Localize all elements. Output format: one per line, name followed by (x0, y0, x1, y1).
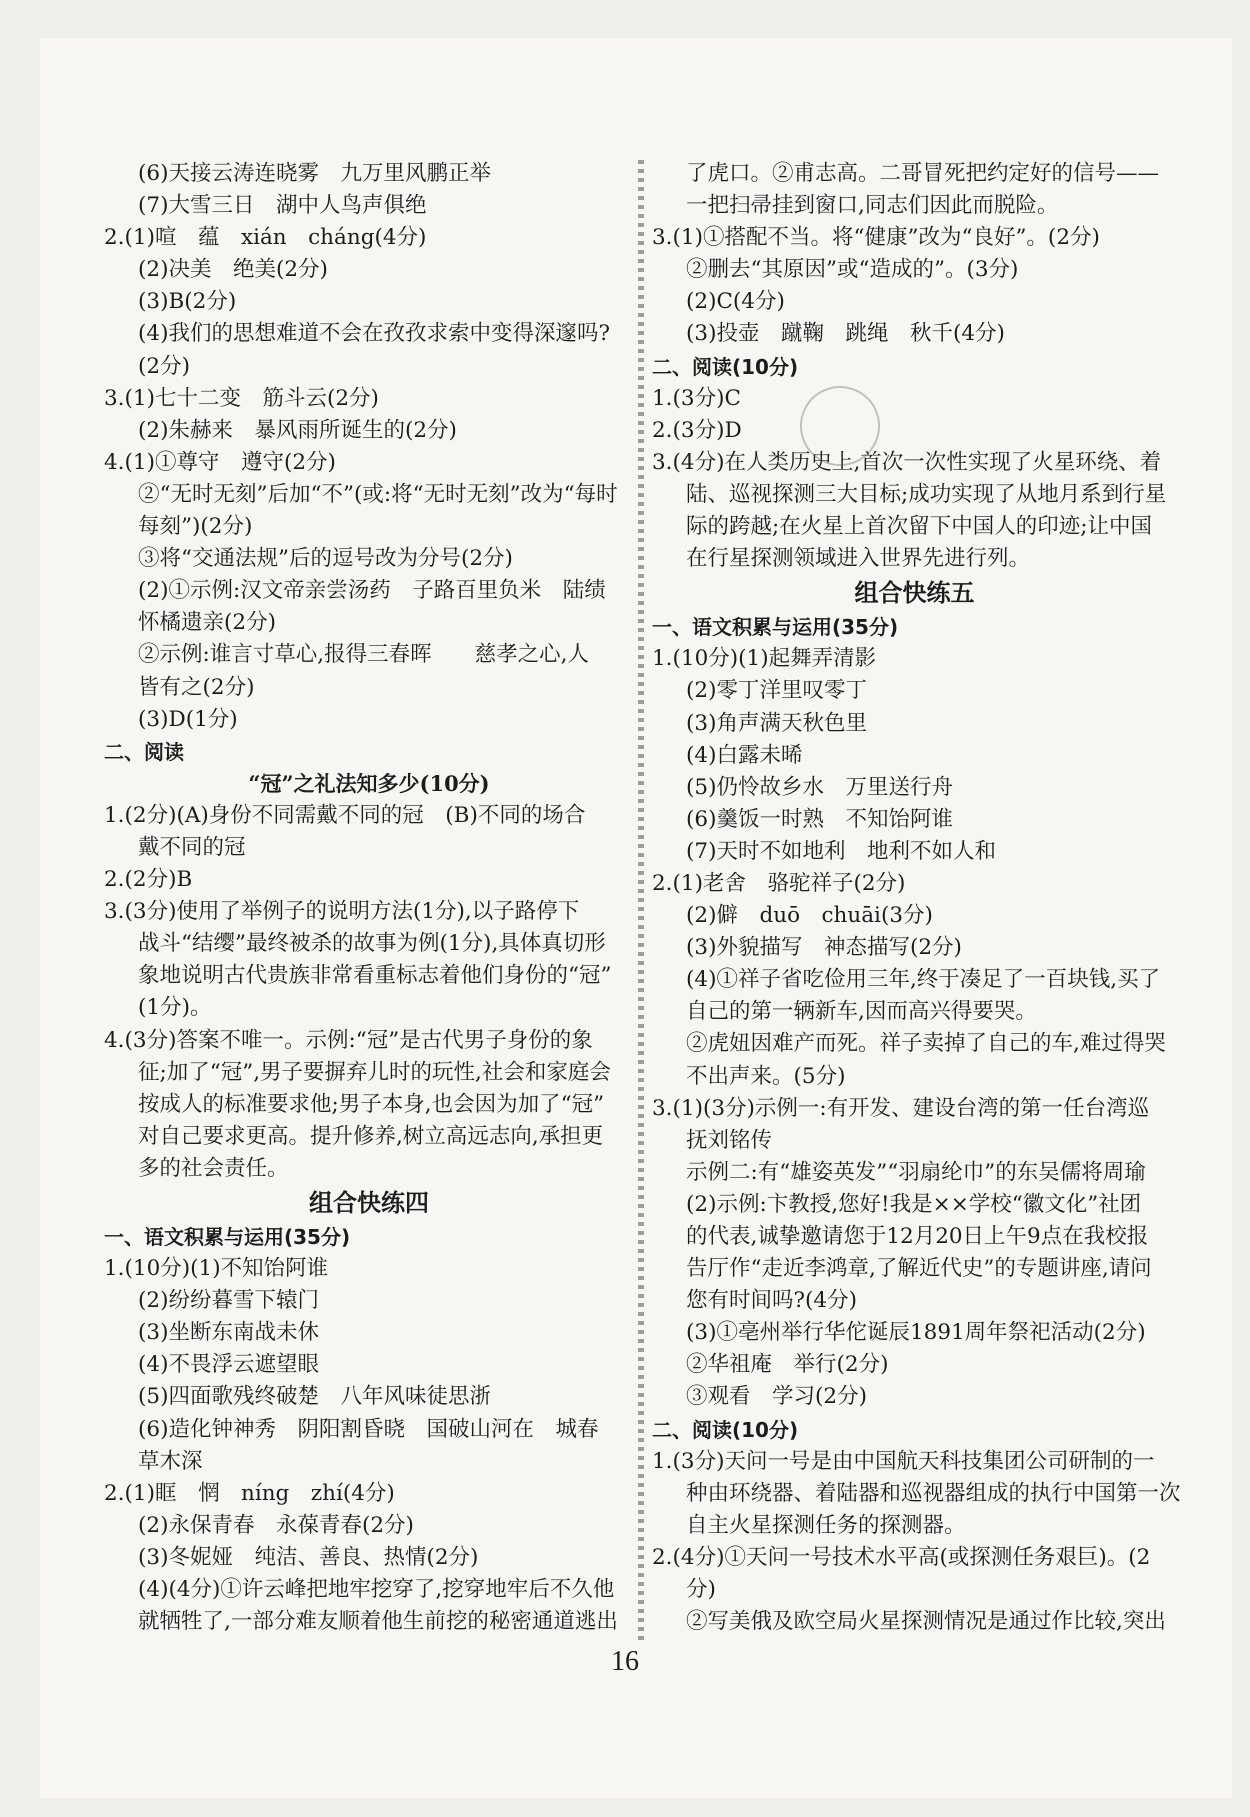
right-answer-line: 际的跨越;在火星上首次留下中国人的印迹;让中国 (686, 514, 1152, 540)
left-answer-line: 怀橘遗亲(2分) (138, 610, 276, 636)
right-answer-line: (2)C(4分) (686, 289, 785, 315)
right-answer-line: (6)羹饭一时熟 不知饴阿谁 (686, 806, 953, 832)
right-answer-line: 在行星探测领域进入世界先进行列。 (686, 546, 1031, 572)
right-answer-line: (3)投壶 蹴鞠 跳绳 秋千(4分) (686, 321, 1005, 347)
right-answer-line: (7)天时不如地利 地利不如人和 (686, 838, 996, 864)
right-answer-line: (3)角声满天秋色里 (686, 710, 867, 736)
left-answer-line: (4)我们的思想难道不会在孜孜求索中变得深邃吗? (138, 321, 610, 347)
left-answer-line: (2)①示例:汉文帝亲尝汤药 子路百里负米 陆绩 (138, 578, 606, 604)
left-column (104, 158, 634, 1638)
left-answer-line: (2)决美 绝美(2分) (138, 257, 328, 283)
right-answer-line: 的代表,诚挚邀请您于12月20日上午9点在我校报 (686, 1224, 1149, 1249)
left-answer-line: (2)纷纷暮雪下辕门 (138, 1288, 319, 1314)
left-answer-line: 2.(1)喧 蕴 xián cháng(4分) (104, 225, 427, 251)
left-answer-line: (7)大雪三日 湖中人鸟声俱绝 (138, 193, 427, 219)
left-answer-line: 按成人的标准要求他;男子本身,也会因为加了“冠” (138, 1091, 605, 1117)
left-answer-line: 2.(2分)B (104, 867, 193, 893)
right-answer-line: 不出声来。(5分) (686, 1063, 846, 1089)
right-answer-line: 2.(3分)D (652, 417, 742, 443)
right-answer-line: (4)白露未晞 (686, 742, 803, 768)
right-answer-line: (4)①祥子省吃俭用三年,终于凑足了一百块钱,买了 (686, 967, 1161, 993)
right-answer-line: 示例二:有“雄姿英发”“羽扇纶巾”的东吴儒将周瑜 (686, 1159, 1146, 1185)
right-answer-line: 抚刘铭传 (686, 1127, 773, 1153)
left-answer-line: 征;加了“冠”,男子要摒弃儿时的玩性,社会和家庭会 (138, 1059, 611, 1085)
right-answer-line: (2)示例:卞教授,您好!我是××学校“徽文化”社团 (686, 1191, 1142, 1217)
right-answer-line: 3.(4分)在人类历史上,首次一次性实现了火星环绕、着 (652, 449, 1162, 475)
left-answer-line: (3)坐断东南战未休 (138, 1320, 319, 1346)
right-answer-line: ②华祖庵 举行(2分) (686, 1352, 889, 1378)
left-answer-line: 3.(3分)使用了举例子的说明方法(1分),以子路停下 (104, 899, 580, 925)
left-answer-line: (4)不畏浮云遮望眼 (138, 1352, 319, 1378)
left-answer-line: 2.(1)眶 惘 níng zhí(4分) (104, 1480, 395, 1506)
left-answer-line: 皆有之(2分) (138, 674, 255, 700)
right-answer-line: 3.(1)①搭配不当。将“健康”改为“良好”。(2分) (652, 225, 1100, 251)
right-answer-line: 自主火星探测任务的探测器。 (686, 1512, 966, 1538)
right-answer-line: 种由环绕器、着陆器和巡视器组成的执行中国第一次 (686, 1480, 1181, 1506)
left-answer-line: 就牺牲了,一部分难友顺着他生前挖的秘密通道逃出 (138, 1609, 618, 1635)
right-answer-line: 您有时间吗?(4分) (686, 1288, 857, 1314)
right-answer-line: 自己的第一辆新车,因而高兴得要哭。 (686, 999, 1037, 1025)
right-answer-line: (2)僻 duō chuāi(3分) (686, 903, 933, 929)
right-answer-line: 二、阅读(10分) (652, 1417, 799, 1442)
left-answer-line: (3)D(1分) (138, 706, 238, 732)
right-answer-line: 一把扫帚挂到窗口,同志们因此而脱险。 (686, 193, 1059, 219)
right-answer-line: ③观看 学习(2分) (686, 1384, 867, 1410)
left-answer-line: (2)朱赫来 暴风雨所诞生的(2分) (138, 417, 457, 443)
left-answer-line: ②示例:谁言寸草心,报得三春晖 慈孝之心,人 (138, 642, 589, 668)
left-answer-line: (3)B(2分) (138, 289, 237, 315)
right-answer-line: (3)①亳州举行华佗诞辰1891周年祭祀活动(2分) (686, 1320, 1146, 1346)
left-answer-line: ②“无时无刻”后加“不”(或:将“无时无刻”改为“每时 (138, 481, 618, 507)
column-divider (638, 160, 644, 1640)
right-answer-line: 一、语文积累与运用(35分) (652, 615, 899, 640)
left-answer-line: 1.(2分)(A)身份不同需戴不同的冠 (B)不同的场合 (104, 802, 586, 828)
left-answer-line: 组合快练四 (309, 1189, 429, 1217)
left-answer-line: 战斗“结缨”最终被杀的故事为例(1分),具体真切形 (138, 931, 606, 957)
left-answer-line: 4.(1)①尊守 遵守(2分) (104, 449, 336, 475)
left-answer-line: (4)(4分)①许云峰把地牢挖穿了,挖穿地牢后不久他 (138, 1577, 615, 1603)
left-answer-line: 3.(1)七十二变 筋斗云(2分) (104, 385, 379, 411)
right-answer-line: 3.(1)(3分)示例一:有开发、建设台湾的第一任台湾巡 (652, 1095, 1150, 1121)
right-answer-line: 1.(3分)C (652, 385, 741, 411)
right-answer-line: (2)零丁洋里叹零丁 (686, 678, 867, 704)
left-answer-line: 对自己要求更高。提升修养,树立高远志向,承担更 (138, 1123, 604, 1149)
left-answer-line: (2分) (138, 353, 190, 379)
left-answer-line: “冠”之礼法知多少(10分) (248, 770, 490, 796)
left-answer-line: 多的社会责任。 (138, 1155, 289, 1181)
left-answer-line: 二、阅读 (104, 739, 184, 764)
left-answer-line: 1.(10分)(1)不知饴阿谁 (104, 1256, 329, 1282)
right-column (652, 158, 1181, 1638)
left-answer-line: ③将“交通法规”后的逗号改为分号(2分) (138, 546, 513, 572)
left-answer-line: (1分)。 (138, 995, 212, 1021)
right-answer-line: 2.(1)老舍 骆驼祥子(2分) (652, 870, 906, 896)
right-answer-line: (5)仍怜故乡水 万里送行舟 (686, 774, 953, 800)
right-answer-line: ②写美俄及欧空局火星探测情况是通过作比较,突出 (686, 1609, 1166, 1635)
left-answer-line: (6)天接云涛连晓雾 九万里风鹏正举 (138, 161, 491, 186)
left-answer-line: 草木深 (138, 1448, 203, 1474)
right-answer-line: 陆、巡视探测三大目标;成功实现了从地月系到行星 (686, 481, 1167, 507)
right-answer-line: 分) (686, 1577, 716, 1603)
right-answer-line: 1.(10分)(1)起舞弄清影 (652, 646, 877, 672)
left-answer-line: (3)冬妮娅 纯洁、善良、热情(2分) (138, 1544, 479, 1570)
right-answer-line: 2.(4分)①天问一号技术水平高(或探测任务艰巨)。(2 (652, 1544, 1151, 1570)
left-answer-line: (5)四面歌残终破楚 八年风味徒思浙 (138, 1384, 491, 1410)
left-answer-line: 4.(3分)答案不唯一。示例:“冠”是古代男子身份的象 (104, 1027, 593, 1053)
right-answer-line: 了虎口。②甫志高。二哥冒死把约定好的信号—— (686, 161, 1160, 186)
left-answer-line: 一、语文积累与运用(35分) (104, 1225, 351, 1249)
left-answer-line: (2)永保青春 永葆青春(2分) (138, 1512, 414, 1538)
left-answer-line: (6)造化钟神秀 阴阳割昏晓 国破山河在 城春 (138, 1416, 599, 1442)
left-answer-line: 每刻”)(2分) (138, 514, 253, 540)
right-answer-line: 告厅作“走近李鸿章,了解近代史”的专题讲座,请问 (686, 1256, 1152, 1282)
left-answer-line: 戴不同的冠 (138, 834, 246, 860)
right-answer-line: (3)外貌描写 神态描写(2分) (686, 935, 962, 961)
left-answer-line: 象地说明古代贵族非常看重标志着他们身份的“冠” (138, 963, 612, 989)
right-answer-line: 二、阅读(10分) (652, 354, 799, 379)
page-number: 16 (611, 1646, 639, 1677)
right-answer-line: ②删去“其原因”或“造成的”。(3分) (686, 257, 1019, 283)
right-answer-line: 组合快练五 (854, 579, 975, 608)
right-answer-line: 1.(3分)天问一号是由中国航天科技集团公司研制的一 (652, 1448, 1155, 1474)
right-answer-line: ②虎妞因难产而死。祥子卖掉了自己的车,难过得哭 (686, 1031, 1166, 1057)
